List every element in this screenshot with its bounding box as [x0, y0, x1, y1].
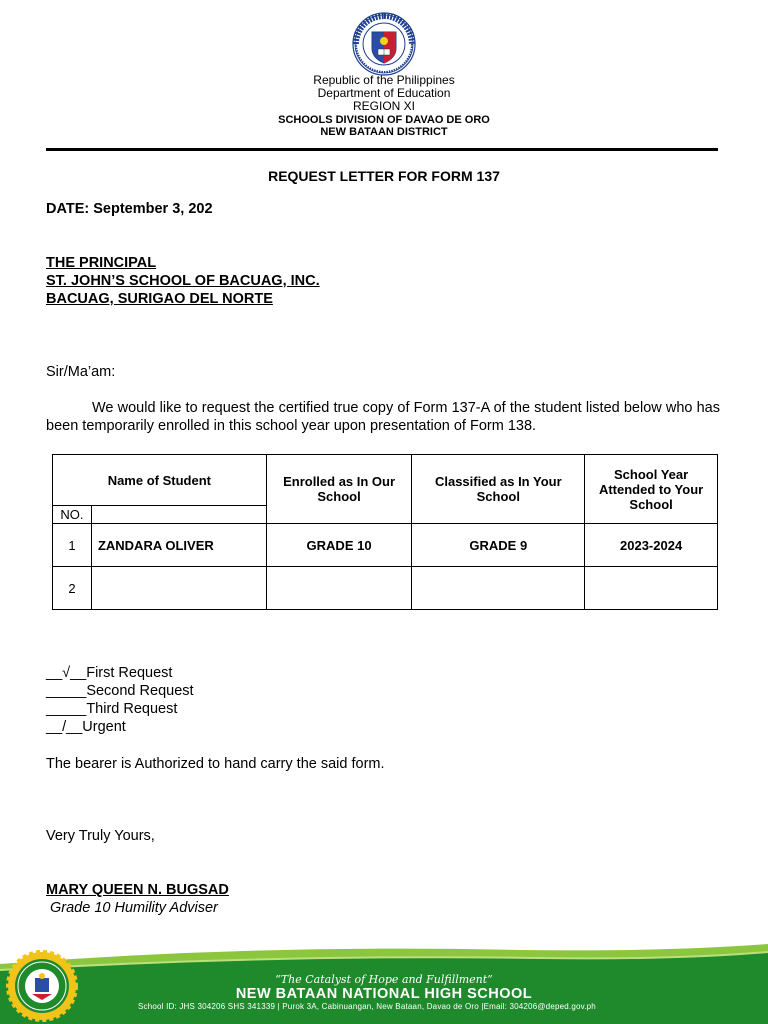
row-number: 1: [53, 524, 92, 567]
school-year: [585, 567, 718, 610]
request-first: __√__First Request: [46, 665, 173, 681]
header-divider: [46, 148, 718, 151]
header-department: Department of Education: [317, 86, 451, 100]
header-region: REGION XI: [352, 99, 415, 113]
footer-school-name: NEW BATAAN NATIONAL HIGH SCHOOL: [235, 986, 533, 1002]
body-paragraph: We would like to request the certified true copy of Form 137-A of the student listed below who has been temporarily enrolled in this school year upon presentation of Form 138.: [46, 400, 720, 434]
header-republic: Republic of the Philippines: [313, 73, 455, 87]
footer-slogan: “The Catalyst of Hope and Fulfillment”: [275, 973, 493, 986]
header-classified: Classified as In Your School: [412, 455, 585, 524]
table-header-row: [53, 455, 718, 506]
request-second: _____Second Request: [46, 683, 194, 699]
recipient-school: ST. JOHN’S SCHOOL OF BACUAG, INC.: [46, 273, 320, 289]
bearer-statement: The bearer is Authorized to hand carry the said form.: [46, 756, 385, 772]
request-third: _____Third Request: [46, 701, 178, 717]
row-number: 2: [53, 567, 92, 610]
student-name: ZANDARA OLIVER: [91, 524, 266, 567]
recipient-title: THE PRINCIPAL: [46, 255, 157, 271]
footer-contact: School ID: JHS 304206 SHS 341339 | Purok 3A, Cabinuangan, New Bataan, Davao de Oro |Email: 304206@deped.gov.ph: [138, 1002, 596, 1011]
student-table: [52, 454, 718, 610]
salutation: Sir/Ma’am:: [46, 364, 116, 380]
recipient-address: BACUAG, SURIGAO DEL NORTE: [46, 291, 273, 307]
header-school-year: School Year Attended to Your School: [585, 455, 718, 524]
signatory-name: MARY QUEEN N. BUGSAD: [46, 882, 229, 898]
letter-title: REQUEST LETTER FOR FORM 137: [268, 168, 500, 184]
letter-date: DATE: September 3, 202: [46, 201, 213, 217]
school-year: 2023-2024: [585, 524, 718, 567]
header-district-text: NEW BATAAN DISTRICT: [320, 126, 448, 138]
header-name-of-student: Name of Student: [53, 455, 267, 506]
header-no: NO.: [53, 506, 92, 524]
table-row: [53, 567, 718, 610]
enrolled-grade: GRADE 10: [266, 524, 412, 567]
enrolled-grade: [266, 567, 412, 610]
signatory-title: Grade 10 Humility Adviser: [50, 900, 218, 916]
table-row: [53, 524, 718, 567]
classified-grade: GRADE 9: [412, 524, 585, 567]
request-urgent: __/__Urgent: [46, 719, 126, 735]
closing: Very Truly Yours,: [46, 828, 155, 844]
header-no-spacer: [91, 506, 266, 524]
deped-seal-logo: [352, 12, 416, 76]
header-division-text: SCHOOLS DIVISION OF DAVAO DE ORO: [278, 114, 490, 126]
classified-grade: [412, 567, 585, 610]
header-enrolled: Enrolled as In Our School: [266, 455, 412, 524]
header-district: [0, 125, 768, 139]
student-name: [91, 567, 266, 610]
